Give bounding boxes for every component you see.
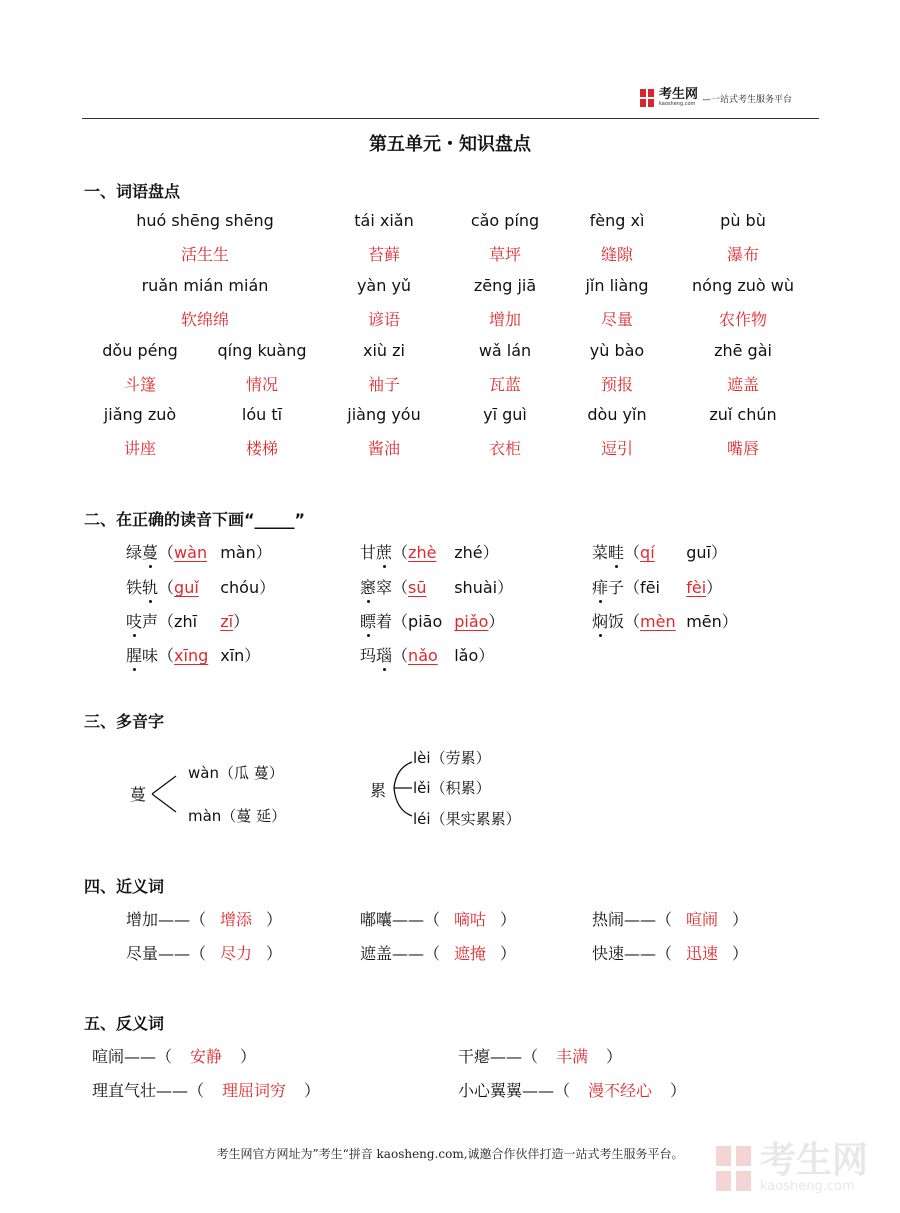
synonym-item bbox=[360, 907, 516, 930]
vocab-pinyin: zhē gài bbox=[714, 341, 772, 360]
logo-slogan: —一站式考生服务平台 bbox=[702, 94, 793, 105]
word-part: 着 bbox=[376, 612, 393, 631]
word-part: 子 bbox=[608, 578, 625, 597]
vocab-word: 衣柜 bbox=[488, 439, 522, 458]
open-paren: （ bbox=[158, 543, 175, 562]
vocab-pinyin: wǎ lán bbox=[478, 341, 532, 360]
vocab-pinyin: fèng xì bbox=[589, 211, 645, 230]
vocab-pinyin: zēng jiā bbox=[473, 276, 537, 295]
open-paren: （ bbox=[158, 612, 175, 631]
polyphone-char-man: 蔓 bbox=[130, 785, 147, 804]
reading-option: wàn bbox=[174, 543, 208, 562]
spacer bbox=[676, 612, 686, 631]
logo-brand: 考生网 bbox=[659, 87, 699, 102]
vocab-word: 缝隙 bbox=[600, 245, 634, 264]
synonym-item bbox=[592, 907, 748, 930]
open-paren: （ bbox=[158, 646, 175, 665]
open-paren: （ bbox=[158, 578, 175, 597]
pronunciation-item bbox=[360, 643, 494, 666]
antonym-item bbox=[458, 1078, 686, 1101]
reading-option: qí bbox=[640, 543, 655, 562]
pronunciation-item bbox=[126, 609, 249, 632]
vocab-pinyin: jiàng yóu bbox=[347, 405, 421, 424]
header-rule bbox=[82, 118, 819, 119]
vocab-word: 软绵绵 bbox=[180, 310, 230, 329]
reading-option: lǎo bbox=[454, 646, 479, 665]
synonym-word: 嘟囔——（ bbox=[360, 910, 441, 929]
reading-option: xīng bbox=[174, 646, 209, 665]
reading-option: zī bbox=[220, 612, 234, 631]
word-part: 声 bbox=[142, 612, 159, 631]
spacer bbox=[210, 612, 220, 631]
vocab-pinyin: qíng kuàng bbox=[217, 341, 307, 360]
synonym-word: 遮盖——（ bbox=[360, 944, 441, 963]
reading-option: zhī bbox=[174, 612, 198, 631]
reading-option: màn bbox=[220, 543, 256, 562]
section-antonyms-heading: 五、反义词 bbox=[84, 1014, 165, 1033]
dotted-char: 腥 bbox=[126, 643, 142, 666]
vocab-pinyin: xiù zi bbox=[363, 341, 405, 360]
close-paren: ） bbox=[497, 578, 514, 597]
reading-option: mèn bbox=[640, 612, 676, 631]
reading-option: guī bbox=[686, 543, 711, 562]
vocab-pinyin: lóu tī bbox=[241, 405, 283, 424]
synonym-word: 快速——（ bbox=[592, 944, 673, 963]
word-part: 铁 bbox=[126, 578, 143, 597]
section-synonyms-heading: 四、近义词 bbox=[84, 877, 165, 896]
reading-option: piāo bbox=[408, 612, 443, 631]
spacer bbox=[210, 578, 220, 597]
dotted-char: 焖 bbox=[592, 609, 608, 632]
reading-option: mēn bbox=[686, 612, 722, 631]
polyphone-item: léi（果实累累） bbox=[413, 810, 521, 828]
word-part: 玛 bbox=[360, 646, 377, 665]
polyphone-item: màn（蔓 延） bbox=[188, 807, 287, 825]
spacer bbox=[444, 646, 454, 665]
polyphone-item: wàn（瓜 蔓） bbox=[188, 764, 284, 782]
vocab-word: 苔藓 bbox=[367, 245, 401, 264]
reading-option: chóu bbox=[220, 578, 260, 597]
spacer bbox=[444, 578, 454, 597]
pronunciation-item bbox=[126, 540, 272, 563]
synonym-word: 增加——（ bbox=[126, 910, 207, 929]
vocab-pinyin: yī guì bbox=[483, 405, 527, 424]
synonym-answer: 迅速 bbox=[686, 944, 719, 963]
dotted-char: 窸 bbox=[360, 575, 376, 598]
word-part: 窣 bbox=[376, 578, 393, 597]
open-paren: （ bbox=[392, 543, 409, 562]
close-paren: ） bbox=[606, 1047, 623, 1066]
close-paren: ） bbox=[488, 612, 505, 631]
vocab-pinyin: dǒu péng bbox=[102, 341, 178, 360]
synonym-word: 热闹——（ bbox=[592, 910, 673, 929]
vocab-word: 情况 bbox=[245, 375, 279, 394]
antonym-answer: 安静 bbox=[190, 1047, 223, 1066]
logo-icon bbox=[640, 89, 656, 107]
reading-option: sū bbox=[408, 578, 427, 597]
open-paren: （ bbox=[392, 578, 409, 597]
vocab-pinyin: yàn yǔ bbox=[356, 276, 412, 295]
dotted-char: 轨 bbox=[142, 575, 158, 598]
vocab-word: 袖子 bbox=[367, 375, 401, 394]
synonym-answer: 增添 bbox=[220, 910, 253, 929]
spacer bbox=[210, 646, 220, 665]
close-paren: ） bbox=[478, 646, 495, 665]
close-paren: ） bbox=[500, 944, 517, 963]
polyphone-item: lěi（积累） bbox=[413, 779, 491, 797]
section-vocabulary-heading: 一、词语盘点 bbox=[84, 182, 181, 201]
reading-option: fēi bbox=[640, 578, 660, 597]
brace-icon bbox=[150, 772, 180, 816]
vocab-word: 遮盖 bbox=[726, 375, 760, 394]
vocab-pinyin: jiǎng zuò bbox=[103, 405, 177, 424]
synonym-item bbox=[592, 941, 748, 964]
vocab-word: 增加 bbox=[488, 310, 522, 329]
antonym-word: 小心翼翼——（ bbox=[458, 1081, 571, 1100]
reading-option: shuài bbox=[454, 578, 498, 597]
close-paren: ） bbox=[240, 1047, 257, 1066]
antonym-word: 喧闹——（ bbox=[92, 1047, 173, 1066]
reading-option: zhè bbox=[408, 543, 437, 562]
synonym-answer: 喧闹 bbox=[686, 910, 719, 929]
reading-option: zhé bbox=[454, 543, 483, 562]
synonym-item bbox=[126, 907, 282, 930]
dotted-char: 瑙 bbox=[376, 643, 392, 666]
word-part: 绿 bbox=[126, 543, 143, 562]
vocab-pinyin: dòu yǐn bbox=[587, 405, 647, 424]
vocab-word: 瀑布 bbox=[726, 245, 760, 264]
close-paren: ） bbox=[304, 1081, 321, 1100]
vocab-word: 谚语 bbox=[367, 310, 401, 329]
vocab-pinyin: tái xiǎn bbox=[354, 211, 414, 230]
antonym-answer: 理屈词穷 bbox=[222, 1081, 287, 1100]
close-paren: ） bbox=[706, 578, 723, 597]
logo-domain: kaosheng.com bbox=[659, 101, 696, 107]
spacer bbox=[444, 612, 454, 631]
close-paren: ） bbox=[732, 944, 749, 963]
footer-text: 考生网官方网址为”考生“拼音 kaosheng.com,诚邀合作伙伴打造一站式考生服务平台。 bbox=[216, 1147, 684, 1161]
close-paren: ） bbox=[259, 578, 276, 597]
close-paren: ） bbox=[732, 910, 749, 929]
pronunciation-item bbox=[360, 540, 499, 563]
reading-option: guǐ bbox=[174, 578, 199, 597]
dotted-char: 痱 bbox=[592, 575, 608, 598]
vocab-pinyin: huó shēng shēng bbox=[136, 211, 274, 230]
dotted-char: 吱 bbox=[126, 609, 142, 632]
dotted-char: 瞟 bbox=[360, 609, 376, 632]
vocab-word: 斗篷 bbox=[123, 375, 157, 394]
vocab-word: 活生生 bbox=[180, 245, 230, 264]
vocab-pinyin: ruǎn mián mián bbox=[141, 276, 269, 295]
vocab-pinyin: cǎo píng bbox=[470, 211, 540, 230]
open-paren: （ bbox=[624, 612, 641, 631]
page-title: 第五单元・知识盘点 bbox=[369, 134, 531, 155]
vocab-word: 讲座 bbox=[123, 439, 157, 458]
pronunciation-item bbox=[592, 540, 727, 563]
synonym-item bbox=[360, 941, 516, 964]
vocab-pinyin: jǐn liàng bbox=[585, 276, 649, 295]
dotted-char: 畦 bbox=[608, 540, 624, 563]
open-paren: （ bbox=[392, 612, 409, 631]
close-paren: ） bbox=[670, 1081, 687, 1100]
polyphone-item: lèi（劳累） bbox=[413, 749, 491, 767]
antonym-word: 干瘪——（ bbox=[458, 1047, 539, 1066]
vocab-word: 瓦蓝 bbox=[488, 375, 522, 394]
antonym-item bbox=[458, 1044, 622, 1067]
reading-option: piǎo bbox=[454, 612, 489, 631]
open-paren: （ bbox=[624, 578, 641, 597]
synonym-answer: 尽力 bbox=[220, 944, 253, 963]
logo-icon bbox=[716, 1146, 754, 1192]
vocab-word: 农作物 bbox=[718, 310, 768, 329]
synonym-item bbox=[126, 941, 282, 964]
open-paren: （ bbox=[624, 543, 641, 562]
vocab-pinyin: pù bù bbox=[720, 211, 766, 230]
reading-option: xīn bbox=[220, 646, 245, 665]
close-paren: ） bbox=[233, 612, 250, 631]
reading-option: fèi bbox=[686, 578, 707, 597]
reading-option: nǎo bbox=[408, 646, 438, 665]
synonym-word: 尽量——（ bbox=[126, 944, 207, 963]
close-paren: ） bbox=[482, 543, 499, 562]
word-part: 菜 bbox=[592, 543, 609, 562]
polyphone-char-lei: 累 bbox=[370, 781, 387, 800]
antonym-answer: 丰满 bbox=[556, 1047, 589, 1066]
spacer bbox=[444, 543, 454, 562]
watermark-brand: 考生网 bbox=[760, 1140, 869, 1181]
vocab-pinyin: nóng zuò wù bbox=[692, 276, 794, 295]
pronunciation-item bbox=[126, 575, 275, 598]
spacer bbox=[676, 543, 686, 562]
pronunciation-item bbox=[592, 609, 738, 632]
vocab-word: 预报 bbox=[600, 375, 634, 394]
pronunciation-item bbox=[592, 575, 722, 598]
close-paren: ） bbox=[500, 910, 517, 929]
pronunciation-item bbox=[360, 609, 504, 632]
spacer bbox=[676, 578, 686, 597]
word-part: 饭 bbox=[608, 612, 625, 631]
close-paren: ） bbox=[266, 910, 283, 929]
vocab-word: 嘴唇 bbox=[726, 439, 760, 458]
antonym-answer: 漫不经心 bbox=[588, 1081, 653, 1100]
close-paren: ） bbox=[710, 543, 727, 562]
antonym-word: 理直气壮——（ bbox=[92, 1081, 205, 1100]
vocab-pinyin: zuǐ chún bbox=[709, 405, 777, 424]
synonym-answer: 嘀咕 bbox=[454, 910, 487, 929]
close-paren: ） bbox=[255, 543, 272, 562]
site-logo[interactable] bbox=[640, 89, 792, 107]
vocab-word: 酱油 bbox=[367, 439, 401, 458]
watermark-domain: kaosheng.com bbox=[760, 1179, 855, 1194]
pronunciation-item bbox=[360, 575, 513, 598]
vocab-pinyin: yù bào bbox=[589, 341, 645, 360]
dotted-char: 蔗 bbox=[376, 540, 392, 563]
open-paren: （ bbox=[392, 646, 409, 665]
antonym-item bbox=[92, 1044, 256, 1067]
section-pronunciation-heading: 二、在正确的读音下画“_____” bbox=[84, 510, 306, 529]
close-paren: ） bbox=[244, 646, 261, 665]
watermark-logo bbox=[716, 1140, 869, 1194]
synonym-answer: 遮掩 bbox=[454, 944, 487, 963]
section-polyphone-heading: 三、多音字 bbox=[84, 712, 165, 731]
vocab-word: 尽量 bbox=[600, 310, 634, 329]
spacer bbox=[210, 543, 220, 562]
antonym-item bbox=[92, 1078, 320, 1101]
close-paren: ） bbox=[721, 612, 738, 631]
vocab-word: 楼梯 bbox=[245, 439, 279, 458]
pronunciation-item bbox=[126, 643, 260, 666]
close-paren: ） bbox=[266, 944, 283, 963]
word-part: 甘 bbox=[360, 543, 377, 562]
dotted-char: 蔓 bbox=[142, 540, 158, 563]
vocab-word: 逗引 bbox=[600, 439, 634, 458]
vocab-word: 草坪 bbox=[488, 245, 522, 264]
word-part: 味 bbox=[142, 646, 159, 665]
